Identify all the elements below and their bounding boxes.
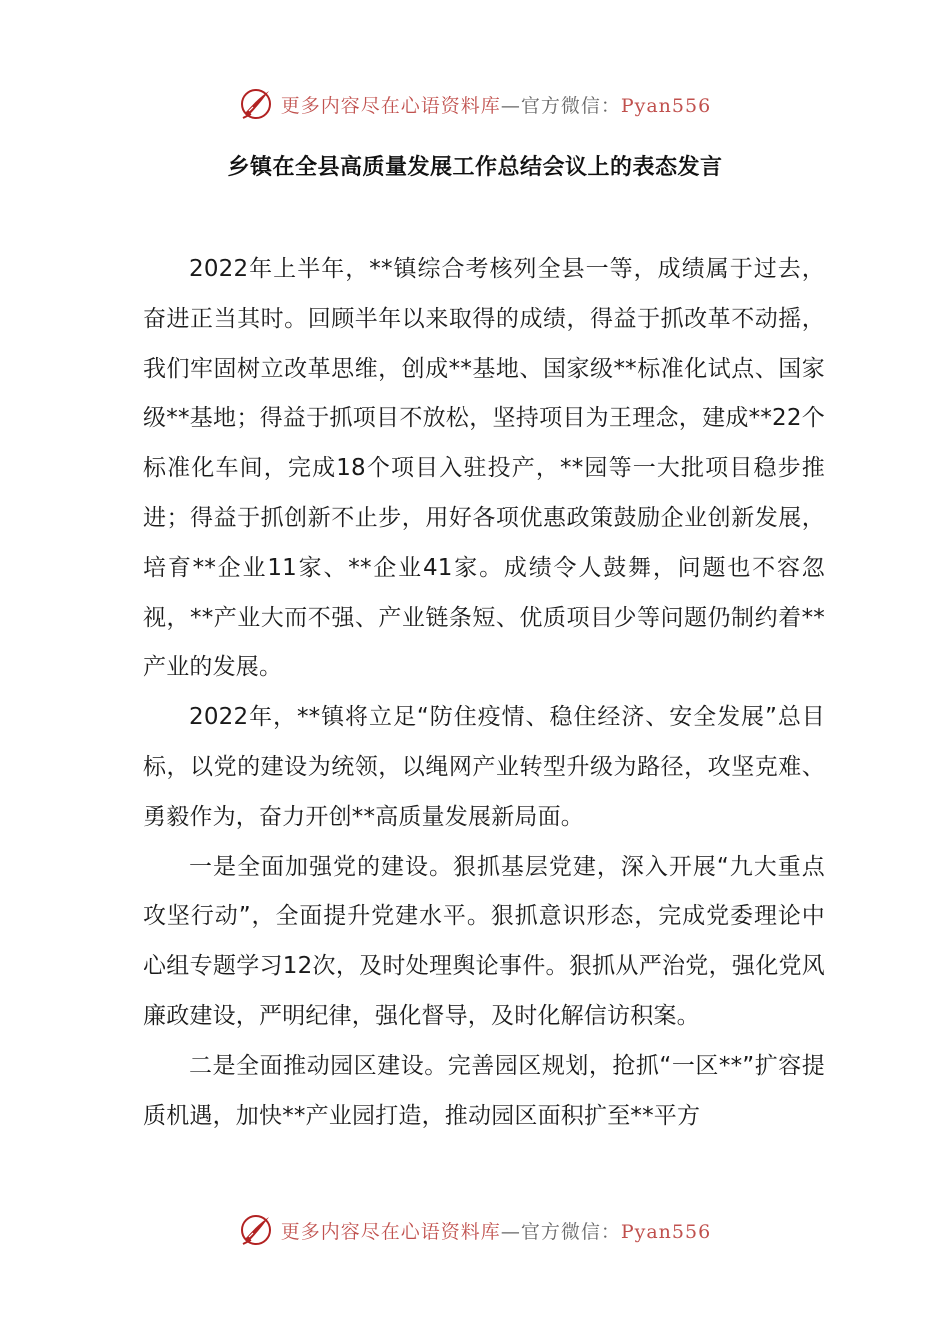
document-title: 乡镇在全县高质量发展工作总结会议上的表态发言 xyxy=(227,155,723,180)
banner-dash: — xyxy=(500,94,521,117)
banner-label: 官方微信： xyxy=(520,94,621,117)
paragraph-3: 一是全面加强党的建设。狠抓基层党建，深入开展“九大重点攻坚行动”，全面提升党建水平。狠抓意识形态，完成党委理论中心组专题学习12次，及时处理舆论事件。狠抓从严治党，强化党风廉政建设，严明纪律，强化督导，及时化解信访积案。 xyxy=(143,853,825,1029)
document-body xyxy=(143,245,825,1141)
banner-main-text: 更多内容尽在心语资料库 xyxy=(280,94,501,117)
banner-wechat-id: Pyan556 xyxy=(620,1220,712,1243)
banner-text xyxy=(281,91,711,118)
quill-logo-icon xyxy=(239,87,273,121)
banner-wechat-id: Pyan556 xyxy=(620,94,712,117)
header-banner xyxy=(0,82,950,126)
paragraph-4: 二是全面推动园区建设。完善园区规划，抢抓“一区**”扩容提质机遇，加快**产业园打造，推动园区面积扩至**平方 xyxy=(143,1052,825,1129)
banner-label: 官方微信： xyxy=(520,1220,621,1243)
paragraph-2: 2022年，**镇将立足“防住疫情、稳住经济、安全发展”总目标，以党的建设为统领，以绳网产业转型升级为路径，攻坚克难、勇毅作为，奋力开创**高质量发展新局面。 xyxy=(143,704,825,830)
banner-text xyxy=(281,1217,711,1244)
banner-dash: — xyxy=(500,1220,521,1243)
quill-logo-icon xyxy=(239,1213,273,1247)
banner-main-text: 更多内容尽在心语资料库 xyxy=(280,1220,501,1243)
footer-banner xyxy=(0,1208,950,1252)
paragraph-1: 2022年上半年，**镇综合考核列全县一等，成绩属于过去，奋进正当其时。回顾半年以来取得的成绩，得益于抓改革不动摇，我们牢固树立改革思维，创成**基地、国家级**标准化试点、国家级**基地；得益于抓项目不放松，坚持项目为王理念，建成**22个标准化车间，完成18个项目入驻投产，**园等一大批项目稳步推进；得益于抓创新不止步，用好各项优惠政策鼓励企业创新发展，培育**企业11家、**企业41家。成绩令人鼓舞，问题也不容忽视，**产业大而不强、产业链条短、优质项目少等问题仍制约着**产业的发展。 xyxy=(143,256,825,681)
